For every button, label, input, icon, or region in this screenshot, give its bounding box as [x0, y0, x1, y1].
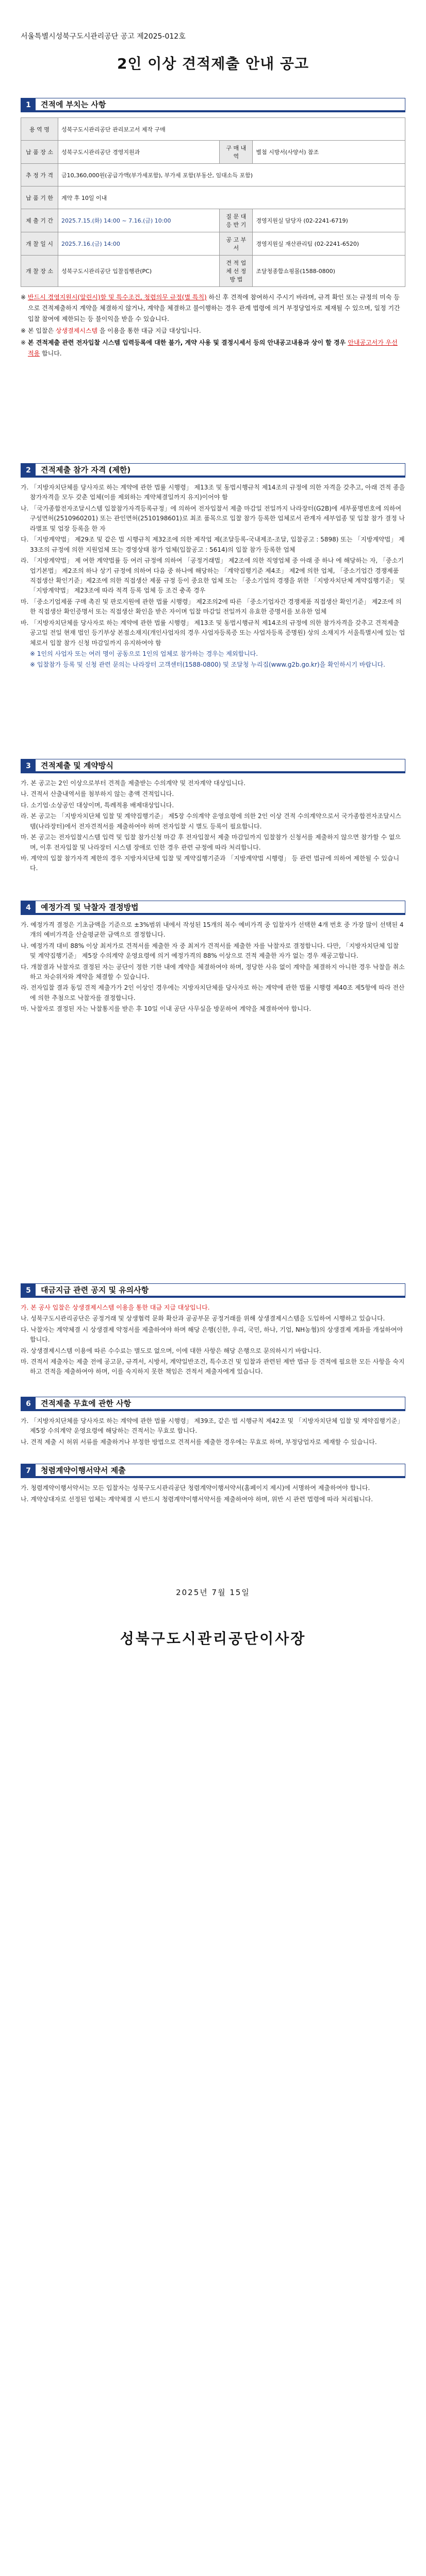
- list-item: 마. 견적서 제출자는 제출 전에 공고문, 규격서, 시방서, 계약일반조건, 특수조건 및 입찰과 관련된 제반 법규 등 견적에 필요한 모든 사항을 숙지하고 견적을 제출하여야 하며, 이를 숙지하지 못한 책임은 견적서 제출자에게 있습니다.: [21, 1358, 405, 1376]
- section-header-4: [21, 901, 405, 915]
- section-title: 견적제출 참가 자격 (제한): [36, 464, 405, 477]
- table-value: 성북구도시관리공단 관리보고서 제작 구매: [58, 118, 405, 141]
- notice-note: [21, 292, 405, 325]
- table-label: 개 찰 장 소: [21, 256, 58, 287]
- list-item: 마. 본 공고는 전자입찰시스템 입력 및 입찰 참가신청 마감 후 전자입찰서 제출 마감일까지 입찰참가 신청서를 제출하지 않으면 참가할 수 없으며, 이후 전자입찰 및 나라장터 시스템 장애로 인한 경우 관련 규정에 따라 처리합니다.: [21, 834, 401, 851]
- table-label: 질 문 대 응 반 기: [220, 209, 253, 232]
- table-label: 납 품 기 한: [21, 187, 58, 209]
- note-text: 하신 후 견적에 참여하시 주시기 바라며, 규격 확인 또는 규정의 미숙 등으로 견적제출하지 계약을 체결하지 않거나, 계약을 체결하고 불이행하는 경우 관계 법령에 의거 부정당업자로 제재될 수 있으며, 일정 기간 입찰 참여에 제한되는 등 불이익을 받을 수 있습니다.: [28, 294, 400, 323]
- table-label: 납 품 장 소: [21, 141, 58, 164]
- list-item: 가. 본 공사 입찰은 상생결제시스템 이용을 통한 대금 지급 대상입니다.: [21, 1303, 210, 1311]
- table-row: [21, 256, 405, 287]
- table-label: 추 정 가 격: [21, 164, 58, 187]
- table-row: [21, 187, 405, 209]
- section-body: [21, 1483, 405, 1504]
- table-value: 성북구도시관리공단 입찰집행관(PC): [58, 256, 220, 287]
- table-value: 성북구도시관리공단 경영지원과: [58, 141, 220, 164]
- list-item: 나. 예정가격 대비 88% 이상 최저가로 견적서를 제출한 자 중 최저가 견적서를 제출한 자를 낙찰자로 결정합니다. 다만, 「지방자치단체 입찰 및 계약집행기준」 제5장 수의계약 운영요령에 의거 예정가격의 88% 이상으로 견적 제출한 자가 없는 경우 재공고합니다.: [21, 942, 399, 960]
- note-mark: ※: [21, 327, 26, 334]
- table-value: 별첨 시방서(사양서) 참조: [253, 141, 405, 164]
- list-item: 다. 「지방계약법」 제29조 및 같은 법 시행규칙 제32조에 의한 제작업 제(조달등록-국내제조-조달, 입찰공고 : 5898) 또는 「지방계약법」 제33조의 규정에 의한 지원업체 또는 경영상태 참가 업체(입찰공고 : 5614)의 입찰 참가 등록한 업체: [21, 536, 405, 553]
- list-item: 가. 본 공고는 2인 이상으로부터 견적을 제출받는 수의계약 및 전자계약 대상입니다.: [21, 779, 245, 787]
- table-value: 계약 후 10일 이내: [58, 187, 405, 209]
- list-item: 라. 상생결제시스템 이용에 따른 수수료는 별도로 없으며, 이에 대한 사항은 해당 은행으로 문의하시기 바랍니다.: [21, 1347, 321, 1354]
- section-body: [21, 483, 405, 670]
- list-item: 바. 「지방자치단체를 당사자로 하는 계약에 관한 법률 시행령」 제13조 및 동법시행규칙 제14조의 규정에 의한 참가자격을 갖추고 견적제출 공고일 전일 현재 법인 등기부상 본점소재지(개인사업자의 경우 사업자등록증 또는 사업자등록 증명원) 상의 소재지가 서울특별시에 있는 업체로서 입찰 참가 신청 마감일까지 유지하여야 함: [21, 619, 405, 647]
- section-body: [21, 1416, 405, 1447]
- table-row: [21, 164, 405, 187]
- note-text: 본 입찰은: [27, 327, 56, 334]
- list-item: 나. 견적 제출 시 허위 서류를 제출하거나 부정한 방법으로 견적서를 제출한 경우에는 무효로 하며, 부정당업자로 제재할 수 있습니다.: [21, 1438, 377, 1446]
- section-body: [21, 778, 405, 874]
- section-number: 3: [21, 759, 36, 773]
- note-highlight: 상생결제시스템: [55, 327, 98, 334]
- table-row: [21, 141, 405, 164]
- notice-note: [21, 326, 405, 336]
- list-item: 나. 「국가종합전자조달시스템 입찰참가자격등록규정」에 의하여 전자입찰서 제출 마감일 전일까지 나라장터(G2B)에 세부품명번호에 의하여 구성면허(2510960201) 또는 관인면허(2510198601)로 최조 품목으로 입찰 참가 등록한 업체로서 관계자 세부업종 및 입찰 참가 결정 나라별표 및 업장 등록을 한 자: [21, 504, 405, 532]
- table-value: 금10,360,000원(공급가액(부가세포함), 부가세 포함(부동산, 임대소득 포함): [58, 164, 405, 187]
- section-header-6: [21, 1397, 405, 1411]
- list-item: 나. 견적서 산출내역서를 첨부하지 않는 총액 견적입니다.: [21, 790, 174, 798]
- section-number: 6: [21, 1397, 36, 1411]
- section-number: 4: [21, 901, 36, 914]
- section-number: 2: [21, 464, 36, 477]
- table-label: 제 출 기 간: [21, 209, 58, 232]
- table-label: 용 역 명: [21, 118, 58, 141]
- list-item: 다. 낙찰자는 계약체결 시 상생결제 약정서를 제출하여야 하며 해당 은행(신한, 우리, 국민, 하나, 기업, NH농협)의 상생결제 계좌를 개설하여야 합니다.: [21, 1326, 403, 1344]
- list-item: 가. 청렴계약이행서약서는 모든 입찰자는 성북구도시관리공단 청렴계약이행서약서(홈페이지 제시)에 서명하여 제출하여야 합니다.: [21, 1484, 370, 1492]
- note-mark: ※: [21, 294, 26, 301]
- section-number: 1: [21, 98, 36, 112]
- section-title: 견적제출 및 계약방식: [36, 759, 405, 773]
- list-subitem: ※ 1인의 사업자 또는 여러 명이 공동으로 1인의 업체로 참가하는 경우는 제외합니다.: [30, 650, 258, 657]
- list-item: 라. 전자입찰 결과 동일 견적 제출가가 2인 이상인 경우에는 지방자치단체를 당사자로 하는 계약에 관한 법률 시행령 제40조 제5항에 따라 전산에 의한 추첨으로 낙찰자를 결정합니다.: [21, 984, 405, 1002]
- list-item: 나. 계약상대자로 선정된 업체는 계약체결 시 반드시 청렴계약이행서약서를 제출하여야 하며, 위반 시 관련 법령에 따라 처리됩니다.: [21, 1495, 373, 1503]
- note-mark: ※: [21, 339, 26, 346]
- list-item: 바. 계약의 입찰 참가자격 제한의 경우 지방자치단체 입찰 및 계약집행기준과 「지방계약법 시행령」 등 관련 법규에 의하여 제한될 수 있습니다.: [21, 854, 400, 872]
- table-label: 공 고 부 서: [220, 232, 253, 256]
- section-number: 7: [21, 1464, 36, 1478]
- table-value: 2025.7.16.(금) 14:00: [58, 232, 220, 256]
- section-header-2: [21, 463, 405, 478]
- section-title: 견적에 부치는 사항: [36, 98, 405, 112]
- section-header-7: [21, 1464, 405, 1478]
- section-title: 견적제출 무효에 관한 사항: [36, 1397, 405, 1411]
- section-title: 예정가격 및 낙찰자 결정방법: [36, 901, 405, 914]
- note-highlight: 반드시 경영지원시(알린시)할 및 특수조건, 청렴의무 규정(별 특칙): [27, 294, 207, 301]
- list-item: 라. 본 공고는 「지방자치단체 입찰 및 계약집행기준」 제5장 수의계약 운영요령에 의한 2인 이상 견적 수의계약으로서 국가종합전자조달시스템(나라장터)에서 전자견적서를 제출하여야 하며 전자입찰 시 별도 등록이 필요합니다.: [21, 812, 401, 830]
- table-value: 조달청종합쇼핑몰(1588-0800): [253, 256, 405, 287]
- list-item: 다. 소기업·소상공인 대상이며, 특례적용 배제대상입니다.: [21, 801, 174, 809]
- table-label: 개 찰 일 시: [21, 232, 58, 256]
- list-subitem: ※ 입찰참가 등록 및 신청 관련 문의는 나라장터 고객센터(1588-0800) 및 조달청 누리집(www.g2b.go.kr)을 확인하시기 바랍니다.: [30, 661, 385, 669]
- section-header-3: [21, 759, 405, 773]
- note-text: 본 견적제출 관련 전자입찰 시스템 입력등록에 대한 불가, 계약 사용 및 결정시세서 등의 안내공고내용과 상이 할 경우: [27, 339, 348, 346]
- note-text: 을 이용을 통한 대금 지급 대상입니다.: [99, 327, 201, 334]
- table-value: 경영지원실 재산관리팀 (02-2241-6520): [253, 232, 405, 256]
- table-row: [21, 118, 405, 141]
- table-row: [21, 232, 405, 256]
- section-title: 청렴계약이행서약서 제출: [36, 1464, 405, 1478]
- announcement-date: 2025년 7월 15일: [176, 1588, 250, 1597]
- section-header-1: [21, 98, 405, 112]
- notice-note: [21, 337, 405, 359]
- list-item: 가. 예정가격 결정은 기초금액을 기준으로 ±3%범위 내에서 작성된 15개의 복수 예비가격 중 입찰자가 선택한 4개 번호 중 가장 많이 선택된 4개의 예비가격을 산술평균한 금액으로 결정합니다.: [21, 921, 404, 939]
- table-label: 구 매 내 역: [220, 141, 253, 164]
- section-header-5: [21, 1283, 405, 1298]
- note-text: 합니다.: [42, 350, 62, 357]
- page-title: 2인 이상 견적제출 안내 공고: [117, 55, 309, 72]
- table-row: [21, 209, 405, 232]
- list-item: 다. 개찰결과 낙찰자로 결정된 자는 공단이 정한 기한 내에 계약을 체결하여야 하며, 정당한 사유 없이 계약을 체결하지 아니한 경우 낙찰을 취소하고 차순위자와 계약을 체결할 수 있습니다.: [21, 963, 405, 980]
- section-number: 5: [21, 1284, 36, 1297]
- table-value: 경영지원실 담당자 (02-2241-6719): [253, 209, 405, 232]
- list-item: 가. 「지방자치단체를 당사자로 하는 계약에 관한 법률 시행령」 제39조, 같은 법 시행규칙 제42조 및 「지방자치단체 입찰 및 계약집행기준」 제5장 수의계약 운영요령에 해당하는 견적서는 무효로 합니다.: [21, 1417, 404, 1435]
- list-item: 라. 「지방계약법」 제 여한 계약법률 등 여러 규정에 의하여 「공정거래법」 제2조에 의한 직영업체 중 아래 중 하나 에 해당하는 자, 「중소기업기본법」 제2조의 하나 상기 규정에 의하여 다음 중 하나에 해당하는 「계약집행기준 제4조」 제2에 의한 업체, 「중소기업간 경쟁제품 직접생산 확인기준」제2조에 의한 직접생산 제품 규정 등이 중요한 업체 또는 「중소기업의 경쟁을 위한 「지방자치단체 계약집행기준」 및 「지방계약법」 제23조에 따라 적격 등록 업체 등 조건 충족 경우: [21, 557, 405, 595]
- doc-number: 서울특별시성북구도시관리공단 공고 제2025-012호: [21, 32, 186, 41]
- note-highlight: 안내공고서가 우선 적용: [28, 339, 398, 357]
- list-item: 나. 성북구도시관리공단은 공정거래 및 상생협력 문화 확산과 공공부문 공정거래를 위해 상생결제시스템을 도입하여 시행하고 있습니다.: [21, 1315, 385, 1323]
- section-title: 대금지급 관련 공지 및 유의사항: [36, 1284, 405, 1297]
- list-item: 가. 「지방자치단체를 당사자로 하는 계약에 관한 법률 시행령」 제13조 및 동법시행규칙 제14조의 규정에 의한 자격을 갖추고, 아래 견적 종을 참가자격을 모두 갖춘 업체(이를 제외하는 계약체결일까지 유지)이어야 함: [21, 484, 405, 501]
- bid-info-table: [21, 117, 405, 287]
- list-item: 마. 「중소기업제품 구매 촉진 및 판로지원에 관한 법률 시행령」 제2조의2에 따른 「중소기업자간 경쟁제품 직접생산 확인기준」 제2조에 의한 직접생산 확인증명서 또는 직접생산 확인을 받은 자이며 입찰 마감일 전일까지 유효한 증명서를 보유한 업체: [21, 598, 402, 616]
- table-label: 견 적 업 체 선 정 방 법: [220, 256, 253, 287]
- section-body: [21, 920, 405, 1014]
- table-value: 2025.7.15.(화) 14:00 ~ 7.16.(금) 10:00: [58, 209, 220, 232]
- list-item: 마. 낙찰자로 결정된 자는 낙찰통지를 받은 후 10일 이내 공단 사무실을 방문하여 계약을 체결하여야 합니다.: [21, 1005, 312, 1013]
- section-body: [21, 1303, 405, 1377]
- signer-name: 성북구도시관리공단이사장: [120, 1630, 306, 1647]
